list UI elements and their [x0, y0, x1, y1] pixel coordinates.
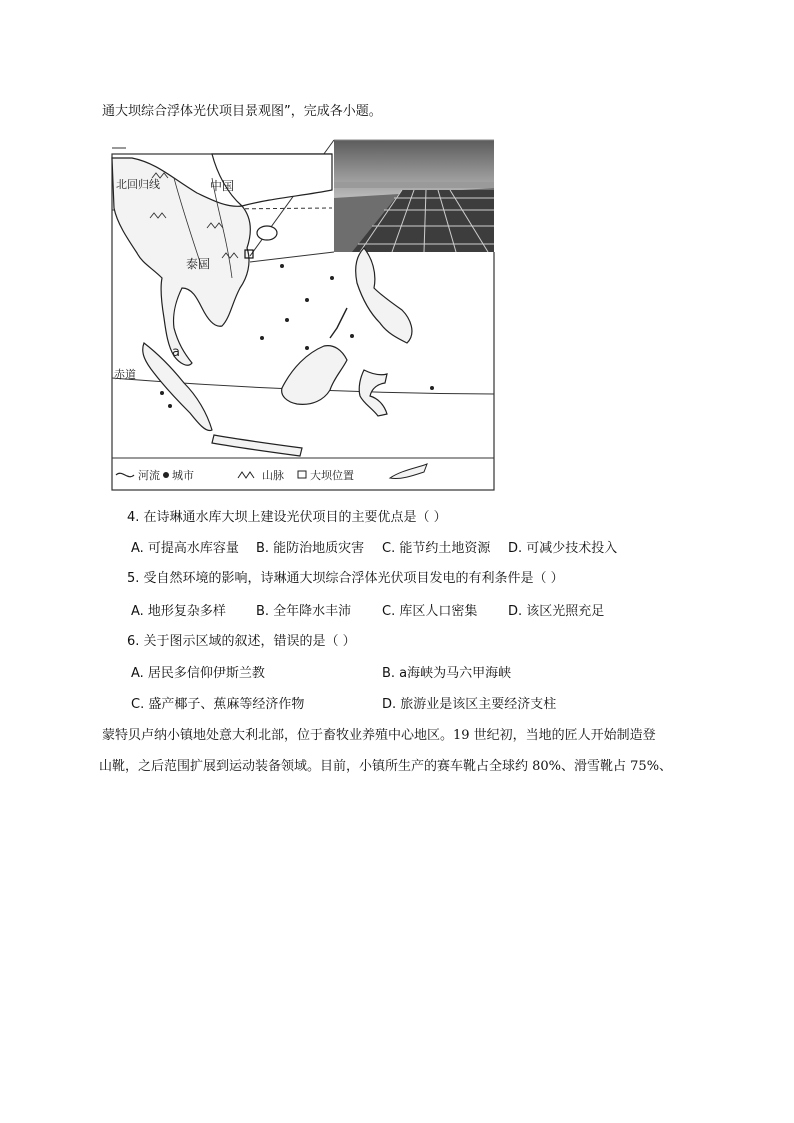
question-4-option-c: C. 能节约土地资源: [382, 541, 491, 556]
question-6-option-a: A. 居民多信仰伊斯兰教: [131, 666, 265, 681]
passage-line-2: 山靴，之后范围扩展到运动装备领域。目前，小镇所生产的赛车靴占全球约 80%、滑雪靴占 75%、: [99, 759, 673, 774]
question-5-option-a: A. 地形复杂多样: [131, 604, 226, 619]
label-china: 中国: [210, 179, 235, 193]
question-5-option-d: D. 该区光照充足: [508, 604, 605, 619]
map-figure: [102, 138, 495, 491]
city-icon: [163, 472, 169, 478]
passage-line-1: 蒙特贝卢纳小镇地处意大利北部，位于畜牧业养殖中心地区。19 世纪初，当地的匠人开始制造登: [102, 728, 656, 743]
label-strait-a: a: [172, 345, 180, 360]
question-4-option-d: D. 可减少技术投入: [508, 541, 618, 556]
question-4-stem: 4. 在诗琳通水库大坝上建设光伏项目的主要优点是（ ）: [127, 510, 447, 525]
legend-mountain: 山脉: [262, 469, 284, 482]
pv-photo: [334, 140, 494, 252]
legend-dam: 大坝位置: [310, 469, 354, 482]
question-6-stem: 6. 关于图示区域的叙述，错误的是（ ）: [127, 634, 356, 649]
question-6-option-b: B. a海峡为马六甲海峡: [382, 666, 512, 681]
legend-city: 城市: [172, 469, 194, 482]
intro-text: 通大坝综合浮体光伏项目景观图”，完成各小题。: [102, 104, 382, 119]
question-5-option-c: C. 库区人口密集: [382, 604, 478, 619]
question-4-option-a: A. 可提高水库容量: [131, 541, 239, 556]
label-thailand: 泰国: [186, 257, 211, 271]
label-equator: 赤道: [114, 368, 136, 381]
question-4-option-b: B. 能防治地质灾害: [256, 541, 365, 556]
question-6-option-d: D. 旅游业是该区主要经济支柱: [382, 697, 557, 712]
question-5-stem: 5. 受自然环境的影响，诗琳通大坝综合浮体光伏项目发电的有利条件是（ ）: [127, 571, 564, 586]
question-5-option-b: B. 全年降水丰沛: [256, 604, 352, 619]
label-north-tropic: 北回归线: [116, 178, 160, 191]
question-6-option-c: C. 盛产椰子、蕉麻等经济作物: [131, 697, 305, 712]
legend-river: 河流: [138, 469, 160, 482]
southeast-asia-map: [102, 138, 495, 491]
